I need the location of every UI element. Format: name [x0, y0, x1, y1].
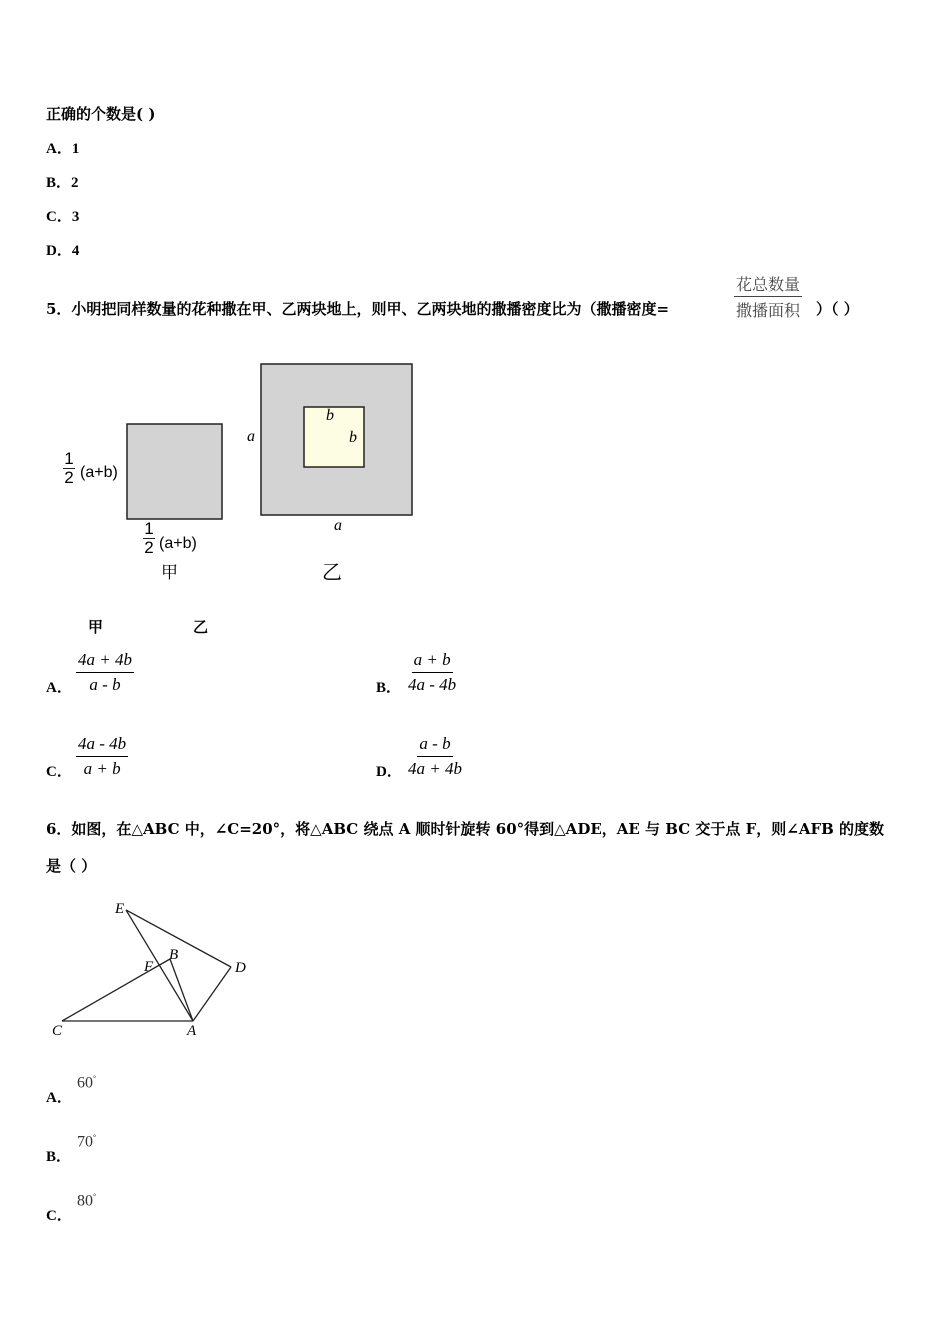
degree-mark: ° — [93, 1133, 97, 1142]
segment-BA — [170, 959, 193, 1021]
degree-value: 80 — [77, 1192, 93, 1210]
option-text: 2 — [71, 175, 79, 191]
q6-stem-line1: 6．如图，在△ABC 中，∠C=20°，将△ABC 绕点 A 顺时针旋转 60°得到△ADE，AE 与 BC 交于点 F，则∠AFB 的度数 — [46, 820, 885, 838]
label-B: B — [169, 947, 179, 963]
q6-option-a-value — [77, 1074, 96, 1092]
segment-CB — [62, 959, 170, 1021]
label-C: C — [52, 1023, 63, 1039]
q5-stem-end: ）（ ） — [816, 300, 859, 318]
density-fraction — [734, 272, 802, 321]
label-D: D — [235, 960, 246, 976]
q5-option-b-fraction — [406, 650, 458, 695]
fraction-denominator: a - b — [89, 675, 121, 694]
q6-figure — [45, 895, 260, 1045]
jia-left-fraction — [63, 450, 75, 487]
density-numerator: 花总数量 — [734, 272, 802, 297]
q5-option-d-fraction — [406, 734, 464, 779]
q6-option-c-value — [77, 1192, 96, 1210]
yi-inner-top-label: b — [326, 407, 334, 424]
caption-yi: 乙 — [193, 618, 209, 636]
q4-option-a — [46, 137, 79, 158]
q5-option-d-letter: D． — [376, 764, 402, 780]
option-letter: C． — [46, 209, 72, 225]
jia-bottom-den: 2 — [144, 538, 154, 557]
q5-option-a-letter: A． — [46, 680, 72, 696]
yi-inner-right-label: b — [349, 429, 357, 446]
degree-mark: ° — [93, 1074, 97, 1083]
fraction-numerator: a + b — [412, 650, 453, 673]
fraction-numerator: a - b — [417, 734, 452, 757]
fraction-denominator: a + b — [83, 759, 121, 778]
yi-figure-caption: 乙 — [322, 560, 342, 584]
option-text: 3 — [71, 209, 80, 225]
q4-stem-tail: 正确的个数是( ) — [46, 105, 156, 123]
yi-bottom-label: a — [334, 517, 342, 534]
option-letter: D． — [46, 243, 72, 259]
jia-left-num: 1 — [64, 449, 74, 468]
q6-option-b-letter: B． — [46, 1149, 72, 1165]
label-A: A — [187, 1023, 197, 1039]
label-E: E — [115, 901, 125, 917]
fraction-denominator: 4a + 4b — [408, 759, 462, 778]
density-denominator: 撒播面积 — [736, 301, 801, 320]
degree-value: 60 — [77, 1074, 93, 1092]
q4-option-b — [46, 171, 79, 192]
q5-option-a-fraction — [76, 650, 134, 695]
degree-value: 70 — [77, 1133, 93, 1151]
fraction-numerator: 4a - 4b — [76, 734, 128, 757]
fraction-numerator: 4a + 4b — [76, 650, 134, 673]
segment-ED — [126, 910, 231, 967]
q5-stem: 5．小明把同样数量的花种撒在甲、乙两块地上，则甲、乙两块地的撒播密度比为（撒播密度= — [46, 300, 670, 318]
option-text: 4 — [71, 243, 80, 259]
caption-jia: 甲 — [88, 618, 104, 636]
q6-option-a-letter: A． — [46, 1090, 72, 1106]
jia-bottom-num: 1 — [144, 519, 154, 538]
label-F: F — [144, 959, 154, 975]
jia-bottom-expr: (a+b) — [159, 535, 197, 552]
jia-left-expr: (a+b) — [80, 464, 118, 481]
yi-left-label: a — [247, 428, 255, 445]
q6-option-c-letter: C． — [46, 1208, 72, 1224]
q5-option-c-letter: C． — [46, 764, 72, 780]
q6-stem-line2: 是（ ） — [46, 857, 97, 875]
q5-option-c-fraction — [76, 734, 128, 779]
jia-figure-caption: 甲 — [161, 563, 178, 583]
q4-option-c — [46, 205, 79, 226]
option-letter: B． — [46, 175, 72, 191]
q5-option-b-letter: B． — [376, 680, 402, 696]
degree-mark: ° — [93, 1192, 97, 1201]
q6-option-b-value — [77, 1133, 96, 1151]
fraction-denominator: 4a - 4b — [408, 675, 457, 694]
option-letter: A． — [46, 141, 72, 157]
q4-option-d — [46, 239, 79, 260]
segment-DA — [193, 967, 231, 1021]
jia-left-den: 2 — [64, 468, 74, 487]
jia-square — [127, 424, 222, 519]
jia-bottom-fraction — [143, 520, 155, 557]
option-text: 1 — [71, 141, 80, 157]
